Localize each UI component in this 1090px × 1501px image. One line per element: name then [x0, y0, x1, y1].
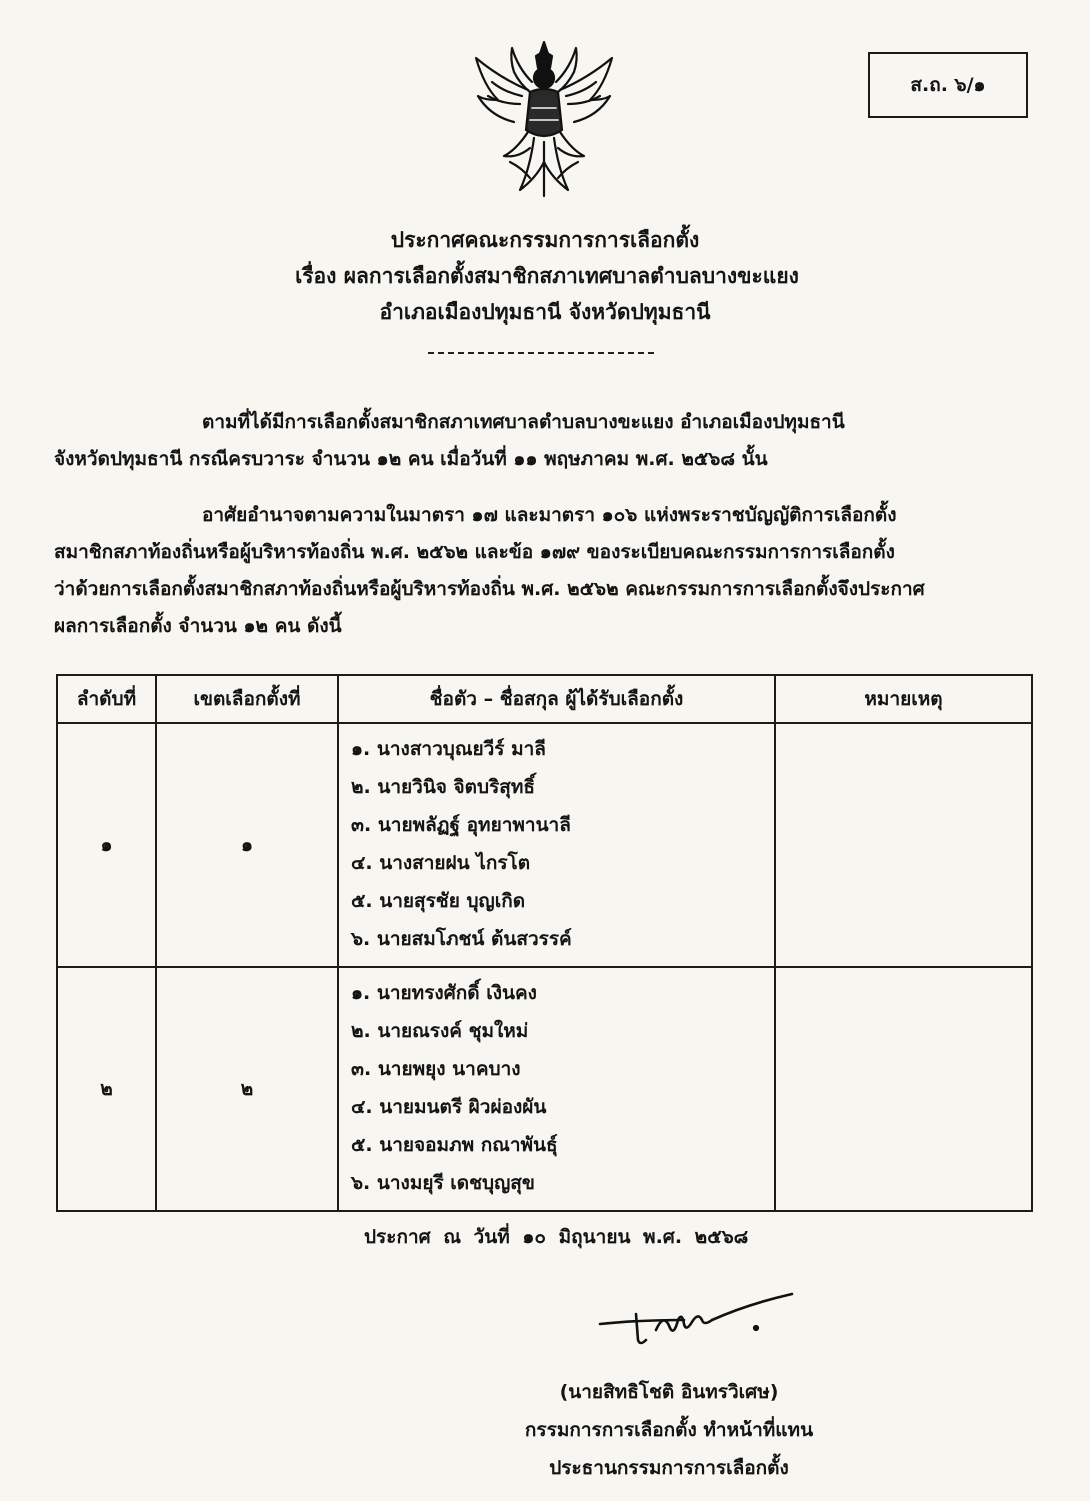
- elected-member-name: ๔. นายมนตรี ผิวผ่องผัน: [351, 1096, 547, 1118]
- table-header-row: [57, 675, 1032, 723]
- elected-member-name: ๑. นายทรงศักดิ์ เงินคง: [351, 982, 537, 1004]
- elected-member-name: ๑. นางสาวบุณยวีร์ มาลี: [351, 738, 546, 760]
- column-header-order: ลำดับที่: [57, 675, 156, 723]
- garuda-emblem-icon: [470, 38, 618, 200]
- names-cell: [338, 723, 775, 967]
- column-header-names: ชื่อตัว – ชื่อสกุล ผู้ได้รับเลือกตั้ง: [338, 675, 775, 723]
- form-code-box: ส.ถ. ๖/๑: [868, 52, 1028, 118]
- results-table: [56, 674, 1033, 1212]
- paragraph-line: อาศัยอำนาจตามความในมาตรา ๑๗ และมาตรา ๑๐๖ แห่งพระราชบัญญัติการเลือกตั้ง: [202, 504, 897, 526]
- elected-member-name: ๖. นางมยุรี เดชบุญสุข: [351, 1172, 535, 1194]
- signer-title: กรรมการการเลือกตั้ง ทำหน้าที่แทน: [524, 1419, 814, 1441]
- paragraph-line: ตามที่ได้มีการเลือกตั้งสมาชิกสภาเทศบาลตำบลบางขะแยง อำเภอเมืองปทุมธานี: [202, 411, 845, 433]
- header-divider: [428, 352, 654, 354]
- announcement-location: อำเภอเมืองปทุมธานี จังหวัดปทุมธานี: [379, 300, 711, 324]
- elected-member-name: ๖. นายสมโภชน์ ต้นสวรรค์: [351, 928, 572, 950]
- elected-member-name: ๔. นางสายฝน ไกรโต: [351, 852, 531, 874]
- elected-member-name: ๓. นายพลัฏฐ์ อุทยาพานาลี: [351, 814, 571, 836]
- announcement-subject: เรื่อง ผลการเลือกตั้งสมาชิกสภาเทศบาลตำบลบางขะแยง: [295, 264, 799, 288]
- paragraph-line: จังหวัดปทุมธานี กรณีครบวาระ จำนวน ๑๒ คน เมื่อวันที่ ๑๑ พฤษภาคม พ.ศ. ๒๕๖๘ นั้น: [54, 448, 768, 470]
- elected-member-name: ๕. นายสุรชัย บุญเกิด: [351, 890, 526, 912]
- elected-member-name: ๒. นายณรงค์ ชุมใหม่: [351, 1020, 529, 1042]
- names-cell: [338, 967, 775, 1211]
- column-header-district: เขตเลือกตั้งที่: [156, 675, 338, 723]
- paragraph-background: [54, 404, 1016, 478]
- paragraph-line: ว่าด้วยการเลือกตั้งสมาชิกสภาท้องถิ่นหรือผู้บริหารท้องถิ่น พ.ศ. ๒๕๖๒ คณะกรรมการการเลือกตั้งจึงประกาศ: [54, 578, 925, 600]
- district-cell: ๑: [156, 723, 338, 967]
- signer-title: ประธานกรรมการการเลือกตั้ง: [549, 1457, 789, 1479]
- announcement-title: ประกาศคณะกรรมการการเลือกตั้ง: [390, 228, 700, 252]
- order-cell: ๑: [57, 723, 156, 967]
- paragraph-line: สมาชิกสภาท้องถิ่นหรือผู้บริหารท้องถิ่น พ.ศ. ๒๕๖๒ และข้อ ๑๗๙ ของระเบียบคณะกรรมการการเลือกตั้ง: [54, 541, 895, 563]
- paragraph-authority: [54, 497, 1016, 645]
- column-header-remarks: หมายเหตุ: [775, 675, 1032, 723]
- elected-member-name: ๕. นายจอมภพ กณาพันธุ์: [351, 1134, 558, 1156]
- table-row: [57, 723, 1032, 967]
- handwritten-signature: [598, 1290, 798, 1350]
- announcement-date: ประกาศ ณ วันที่ ๑๐ มิถุนายน พ.ศ. ๒๕๖๘: [364, 1226, 749, 1248]
- signer-name: (นายสิทธิโชติ อินทรวิเศษ): [559, 1381, 779, 1403]
- remarks-cell: [775, 723, 1032, 967]
- elected-member-name: ๓. นายพยุง นาคบาง: [351, 1058, 521, 1080]
- remarks-cell: [775, 967, 1032, 1211]
- district-cell: ๒: [156, 967, 338, 1211]
- table-row: [57, 967, 1032, 1211]
- order-cell: ๒: [57, 967, 156, 1211]
- paragraph-line: ผลการเลือกตั้ง จำนวน ๑๒ คน ดังนี้: [54, 615, 342, 637]
- elected-member-name: ๒. นายวินิจ จิตบริสุทธิ์: [351, 776, 536, 798]
